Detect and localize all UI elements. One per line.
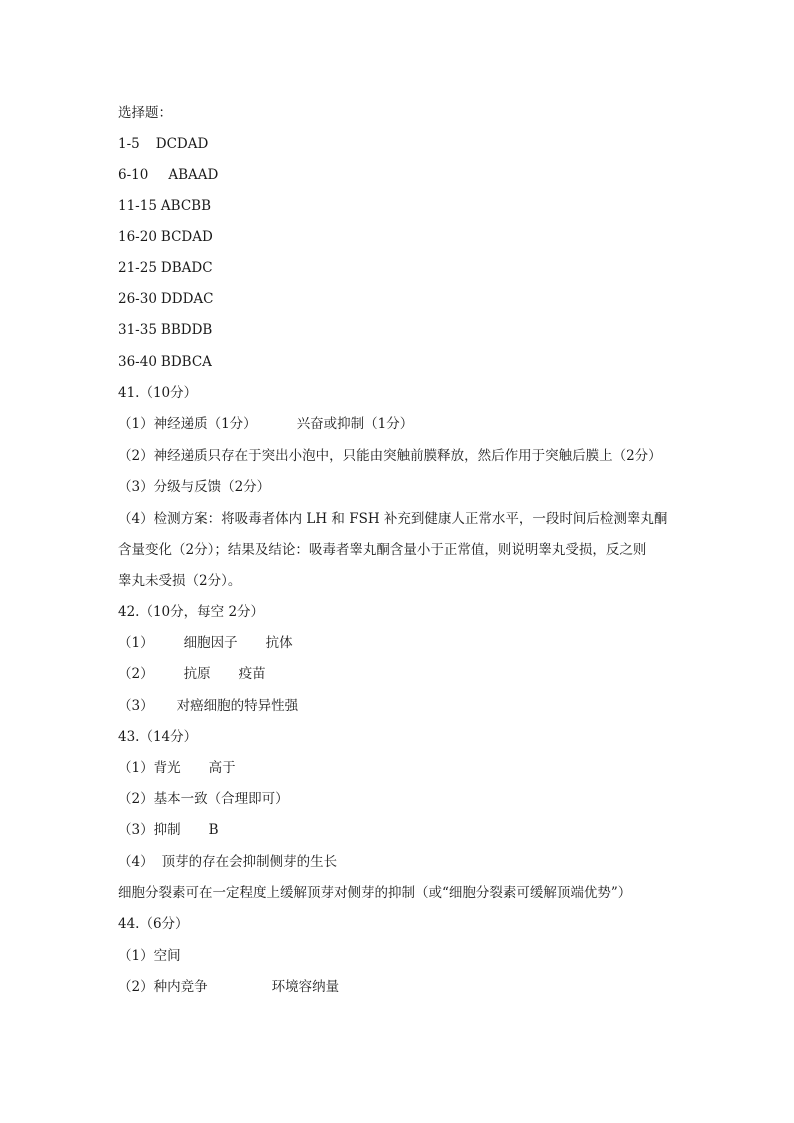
- question-43-part-2: （2）基本一致（合理即可）: [118, 791, 289, 807]
- question-41-part-3: （3）分级与反馈（2分）: [118, 479, 271, 495]
- answer-text: B: [208, 822, 219, 838]
- choice-range: 21-25: [118, 260, 157, 276]
- section-heading: 选择题：: [118, 105, 172, 121]
- choice-row-36-40: [118, 352, 212, 372]
- choice-row-21-25: [118, 258, 213, 278]
- question-42-title: 42.（10分，每空 2分）: [118, 604, 265, 620]
- choice-range: 11-15: [118, 198, 157, 214]
- answer-text: （2）种内竞争: [118, 979, 208, 995]
- answer-text: （1）背光: [118, 760, 181, 776]
- choice-row-26-30: [118, 289, 213, 309]
- choice-range: 31-35: [118, 322, 157, 338]
- choice-range: 16-20: [118, 229, 157, 245]
- answer-text: 抗原: [183, 666, 211, 682]
- answer-text: （1）神经递质（1分）: [118, 416, 257, 432]
- choice-range: 6-10: [118, 167, 149, 183]
- choice-answers: DCDAD: [155, 136, 209, 152]
- answer-text: 抗体: [265, 635, 293, 651]
- question-43-part-4: [118, 852, 337, 872]
- answer-text: 环境容纳量: [271, 979, 340, 995]
- part-number: （1）: [118, 635, 154, 651]
- answer-text: 疫苗: [238, 666, 266, 682]
- part-number: （4）: [118, 854, 154, 870]
- choice-range: 36-40: [118, 354, 157, 370]
- question-44-title: 44.（6分）: [118, 916, 189, 932]
- choice-range: 1-5: [118, 136, 140, 152]
- choice-row-11-15: [118, 196, 211, 216]
- question-41-part-4-line-1: （4）检测方案：将吸毒者体内 LH 和 FSH 补充到健康人正常水平，一段时间后检测睾丸酮: [118, 511, 668, 527]
- answer-text: 细胞因子: [183, 635, 238, 651]
- choice-answers: ABAAD: [168, 167, 219, 183]
- question-42-part-1: [118, 633, 293, 653]
- part-number: （3）: [118, 698, 154, 714]
- question-41-title: 41.（10分）: [118, 385, 198, 401]
- part-number: （2）: [118, 666, 154, 682]
- answer-text: 高于: [208, 760, 236, 776]
- question-43-part-5: 细胞分裂素可在一定程度上缓解顶芽对侧芽的抑制（或“细胞分裂素可缓解顶端优势”）: [118, 885, 632, 901]
- answer-text: 兴奋或抑制（1分）: [296, 416, 414, 432]
- question-41-part-4-line-2: 含量变化（2分）；结果及结论：吸毒者睾丸酮含量小于正常值，则说明睾丸受损，反之则: [118, 542, 647, 558]
- choice-answers: BBDDB: [160, 322, 213, 338]
- question-43-title: 43.（14分）: [118, 729, 198, 745]
- question-43-part-1: [118, 758, 236, 778]
- choice-answers: DDDAC: [160, 291, 214, 307]
- choice-answers: ABCBB: [160, 198, 212, 214]
- question-44-part-2: [118, 977, 339, 997]
- question-42-part-3: [118, 696, 298, 716]
- answer-text: 对癌细胞的特异性强: [176, 698, 299, 714]
- question-42-part-2: [118, 664, 266, 684]
- answer-text: 顶芽的存在会抑制侧芽的生长: [161, 854, 338, 870]
- choice-row-1-5: [118, 134, 208, 154]
- choice-range: 26-30: [118, 291, 157, 307]
- question-41-part-4-line-3: 睾丸未受损（2分）。: [118, 573, 242, 589]
- choice-answers: DBADC: [160, 260, 213, 276]
- choice-row-16-20: [118, 227, 213, 247]
- question-43-part-3: [118, 820, 219, 840]
- question-41-part-1: [118, 414, 413, 434]
- question-44-part-1: （1）空间: [118, 948, 181, 964]
- choice-answers: BCDAD: [160, 229, 213, 245]
- question-41-part-2: （2）神经递质只存在于突出小泡中，只能由突触前膜释放，然后作用于突触后膜上（2分）: [118, 448, 662, 464]
- choice-row-31-35: [118, 320, 212, 340]
- answer-text: （3）抑制: [118, 822, 181, 838]
- choice-answers: BDBCA: [160, 354, 212, 370]
- choice-row-6-10: [118, 165, 218, 185]
